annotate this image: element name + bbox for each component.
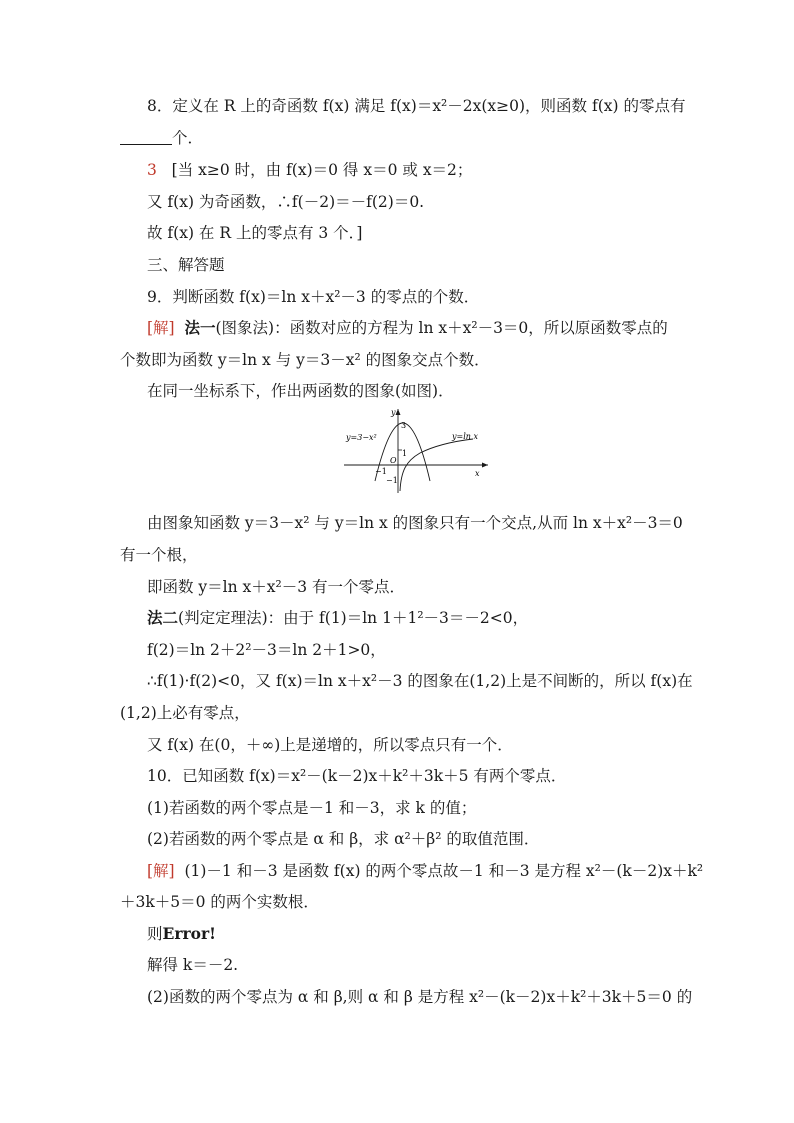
q10-line3: (2)若函数的两个零点是 α 和 β，求 α²＋β² 的取值范围． [147, 830, 540, 848]
a9-method1-line2: 个数即为函数 y＝ln x 与 y＝3－x² 的图象交点个数． [120, 351, 490, 369]
a9-method2-line5: 又 f(x) 在(0，＋∞)上是递增的，所以零点只有一个． [147, 736, 513, 754]
a10-line5: (2)函数的两个零点为 α 和 β,则 α 和 β 是方程 x²－(k－2)x＋k²＋3k＋5＝0 的 [147, 988, 693, 1006]
a9-conclusion-line2: 有一个根， [120, 546, 198, 564]
a10-line3-prefix: 则 [147, 925, 163, 943]
a10-line1-text: (1)－1 和－3 是函数 f(x) 的两个零点故－1 和－3 是方程 x²－(k－2)x＋k² [184, 862, 704, 880]
label-log: y=ln x [452, 432, 478, 441]
a9-method2-text: (判定定理法)：由于 f(1)＝ln 1＋1²－3＝－2<0， [178, 609, 529, 627]
q8-line1: 8．定义在 R 上的奇函数 f(x) 满足 f(x)＝x²－2x(x≥0)，则函数 f(x) 的零点有 [147, 97, 686, 115]
section-heading: 三、解答题 [147, 256, 225, 274]
y-axis-arrow [396, 409, 401, 415]
a9-method2-line3: ∴f(1)·f(2)<0，又 f(x)＝ln x＋x²－3 的图象在(1,2)上是不间断的，所以 f(x)在 [147, 672, 693, 690]
y-axis-label: y [391, 408, 396, 417]
a9-method1-title: 法一 [184, 318, 216, 337]
x-axis-arrow [482, 463, 488, 468]
a9-conclusion-line1: 由图象知函数 y＝3－x² 与 y＝ln x 的图象只有一个交点,从而 ln x＋x²－3＝0 [147, 514, 683, 532]
a9-method1-line3: 在同一坐标系下，作出两函数的图象(如图)． [147, 382, 454, 400]
function-graph [338, 403, 493, 495]
a9-method1-text: (图象法)：函数对应的方程为 ln x＋x²－3＝0，所以原函数零点的 [215, 319, 668, 337]
a8-line1-text: [当 x≥0 时，由 f(x)＝0 得 x＝0 或 x＝2； [171, 161, 473, 179]
x-axis-label: x [475, 469, 480, 478]
label-parabola: y=3−x² [346, 433, 377, 442]
tick-label-neg1-x: −1 [375, 467, 387, 476]
a9-method2-title: 法二 [147, 608, 179, 627]
tick-label-3: 3 [401, 421, 407, 430]
a8-line2: 又 f(x) 为奇函数，∴f(－2)＝－f(2)＝0. [147, 193, 425, 211]
a10-line2: ＋3k＋5＝0 的两个实数根． [120, 893, 319, 911]
a9-conclusion-line3: 即函数 y＝ln x＋x²－3 有一个零点． [147, 578, 406, 596]
tick-label-1: 1 [402, 449, 408, 458]
a9-method2-line4: (1,2)上必有零点， [120, 704, 250, 722]
q10-line1: 10．已知函数 f(x)＝x²－(k－2)x＋k²＋3k＋5 有两个零点． [147, 767, 567, 785]
a10-tag: [解] [147, 862, 175, 880]
a10-error-text: Error! [162, 924, 216, 943]
a8-answer: 3 [147, 161, 157, 179]
a9-tag: [解] [147, 319, 175, 337]
q8-line2-suffix: 个． [172, 129, 204, 147]
q8-line2 [120, 128, 203, 148]
q9-line1: 9．判断函数 f(x)＝ln x＋x²－3 的零点的个数． [147, 288, 480, 306]
a10-line4: 解得 k＝－2. [147, 956, 239, 974]
origin-label: O [390, 456, 397, 465]
a8-line1 [147, 160, 472, 180]
a9-method2-line1 [147, 608, 528, 628]
answer-blank [120, 130, 172, 145]
a9-method2-line2: f(2)＝ln 2＋2²－3＝ln 2＋1>0， [147, 641, 386, 659]
a10-line3 [147, 924, 216, 944]
a8-line3: 故 f(x) 在 R 上的零点有 3 个．] [147, 224, 363, 242]
a10-line1 [147, 861, 703, 881]
a9-method1-line1 [147, 318, 668, 338]
q10-line2: (1)若函数的两个零点是－1 和－3，求 k 的值； [147, 799, 477, 817]
tick-label-neg1-y: −1 [386, 476, 398, 485]
